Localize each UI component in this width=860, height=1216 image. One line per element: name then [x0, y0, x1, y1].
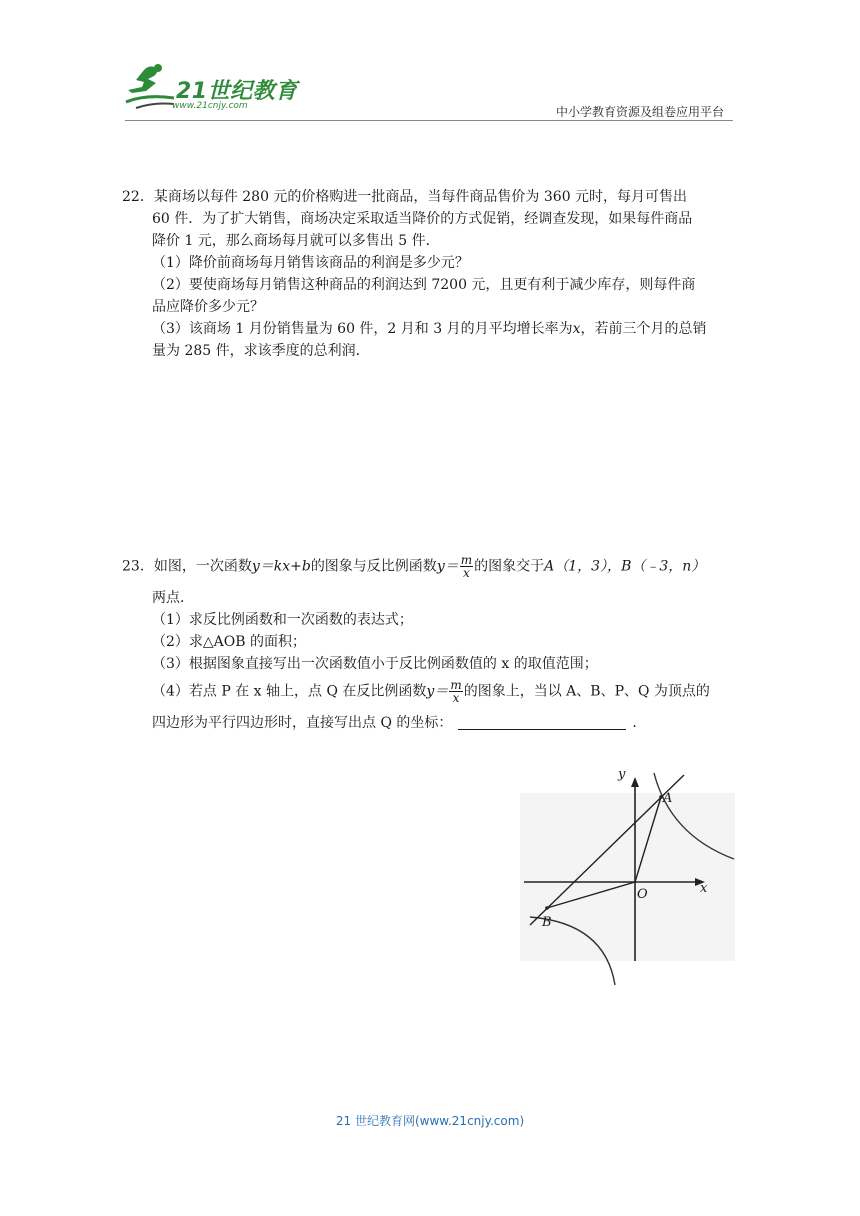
q22-part-3b: 量为 285 件，求该季度的总利润． — [152, 343, 370, 359]
q22-line-2: 60 件．为了扩大销售，商场决定采取适当降价的方式促销，经调查发现，如果每件商品 — [152, 211, 693, 227]
logo-url: www.21cnjy.com — [172, 101, 248, 111]
q22-part-2b: 品应降价多少元？ — [152, 299, 264, 315]
q23-intro: 23．如图，一次函数y＝kx+b的图象与反比例函数y＝ $\frac{m}{x}$ 的图象交于A（1，3），B（﹣3，n） — [122, 553, 706, 580]
site-logo — [122, 62, 298, 120]
q23-part-1: （1）求反比例函数和一次函数的表达式； — [152, 612, 413, 628]
origin-label: O — [637, 887, 648, 902]
graph-figure — [520, 765, 738, 990]
question-23 — [122, 553, 730, 734]
q22-line-1: 22．某商场以每件 280 元的价格购进一批商品，当每件商品售价为 360 元时，每月可售出 — [122, 189, 688, 205]
page-footer: 21 世纪教育网(www.21cnjy.com) — [335, 1114, 525, 1128]
q22-part-1: （1）降价前商场每月销售该商品的利润是多少元？ — [152, 255, 469, 271]
q23-part-2: （2）求△AOB 的面积； — [152, 634, 306, 650]
logo-text: 21世纪教育 — [176, 79, 298, 104]
runner-logo-icon — [122, 62, 178, 114]
answer-blank[interactable] — [458, 715, 626, 730]
page-header — [0, 0, 860, 125]
q23-part-4: （4）若点 P 在 x 轴上，点 Q 在反比例函数y＝ $\frac{m}{x}$ 的图象上，当以 A、B、P、Q 为顶点的 — [152, 678, 710, 705]
point-b — [545, 906, 549, 910]
q23-part-3: （3）根据图象直接写出一次函数值小于反比例函数值的 x 的取值范围； — [152, 656, 598, 672]
question-22 — [122, 186, 730, 362]
q23-intro-line-2: 两点． — [152, 590, 194, 606]
header-divider — [125, 120, 733, 121]
function-graph — [520, 765, 738, 990]
header-tagline: 中小学教育资源及组卷应用平台 — [555, 105, 724, 119]
q22-line-3: 降价 1 元，那么商场每月就可以多售出 5 件． — [152, 233, 440, 249]
x-axis-label: x — [700, 881, 708, 896]
fraction-m-over-x: $\frac{m}{x}$ — [460, 553, 473, 580]
y-axis-label: y — [618, 767, 626, 782]
q22-part-3a: （3）该商场 1 月份销售量为 60 件，2 月和 3 月的月平均增长率为x，若前三个月的总销 — [152, 321, 707, 337]
q22-part-2a: （2）要使商场每月销售这种商品的利润达到 7200 元，且更有利于减少库存，则每件商 — [152, 277, 696, 293]
point-a-label: A — [663, 791, 673, 806]
q23-part-4-line-2: 四边形为平行四边形时，直接写出点 Q 的坐标： ． — [152, 715, 647, 731]
point-b-label: B — [542, 915, 552, 930]
